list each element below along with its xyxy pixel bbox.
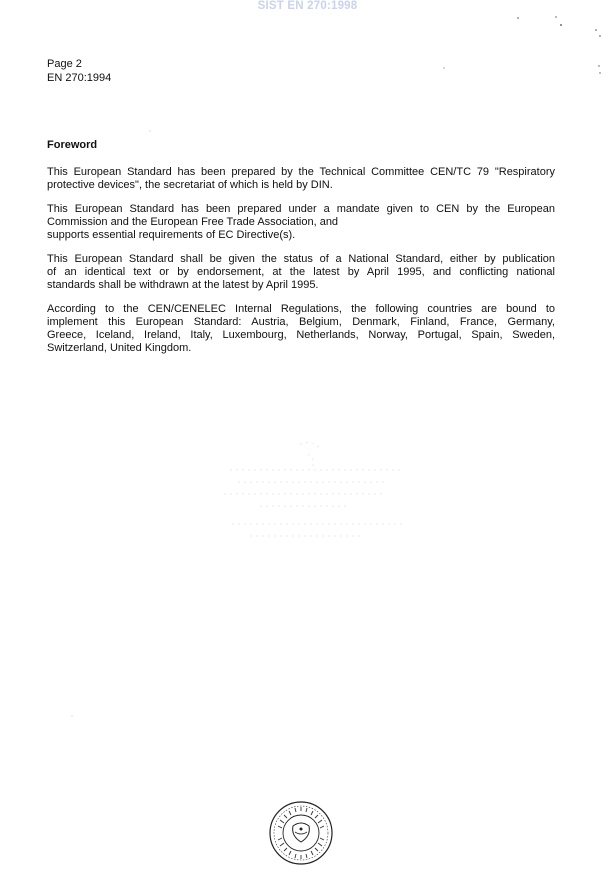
paragraph-line: standards shall be withdrawn at the latest by April 1995. (47, 279, 319, 291)
paragraph-line: Switzerland, United Kingdom. (47, 342, 192, 354)
paragraph-line: This European Standard has been prepared by the Technical Committee CEN/TC 79 "Respiratory (47, 166, 555, 178)
standard-number: EN 270:1994 (47, 72, 112, 84)
foreword-paragraph-1 (47, 166, 555, 192)
foreword-section (47, 139, 555, 366)
faint-stamp-impression (220, 440, 410, 550)
watermark: SIST EN 270:1998 (257, 0, 358, 12)
paragraph-line: Commission and the European Free Trade Association, and (47, 216, 339, 228)
paragraph-line: implement this European Standard: Austria, Belgium, Denmark, Finland, France, Germany, (47, 316, 555, 328)
foreword-heading: Foreword (47, 139, 98, 151)
page-number: Page 2 (47, 58, 82, 70)
paragraph-line: protective devices", the secretariat of which is held by DIN. (47, 179, 333, 191)
foreword-paragraph-4 (47, 303, 555, 355)
page-header (47, 57, 111, 85)
paragraph-line: of an identical text or by endorsement, at the latest by April 1995, and conflicting national (47, 266, 555, 278)
paragraph-line: This European Standard has been prepared under a mandate given to CEN by the European (47, 203, 555, 215)
official-seal-icon (268, 800, 334, 866)
paragraph-line: According to the CEN/CENELEC Internal Regulations, the following countries are bound to (47, 303, 555, 315)
foreword-paragraph-3 (47, 253, 555, 292)
foreword-paragraph-2 (47, 203, 555, 242)
paragraph-line: supports essential requirements of EC Directive(s). (47, 229, 296, 241)
paragraph-line: Greece, Iceland, Ireland, Italy, Luxembourg, Netherlands, Norway, Portugal, Spain, Sweden, (47, 329, 555, 341)
paragraph-line: This European Standard shall be given the status of a National Standard, either by publication (47, 253, 555, 265)
